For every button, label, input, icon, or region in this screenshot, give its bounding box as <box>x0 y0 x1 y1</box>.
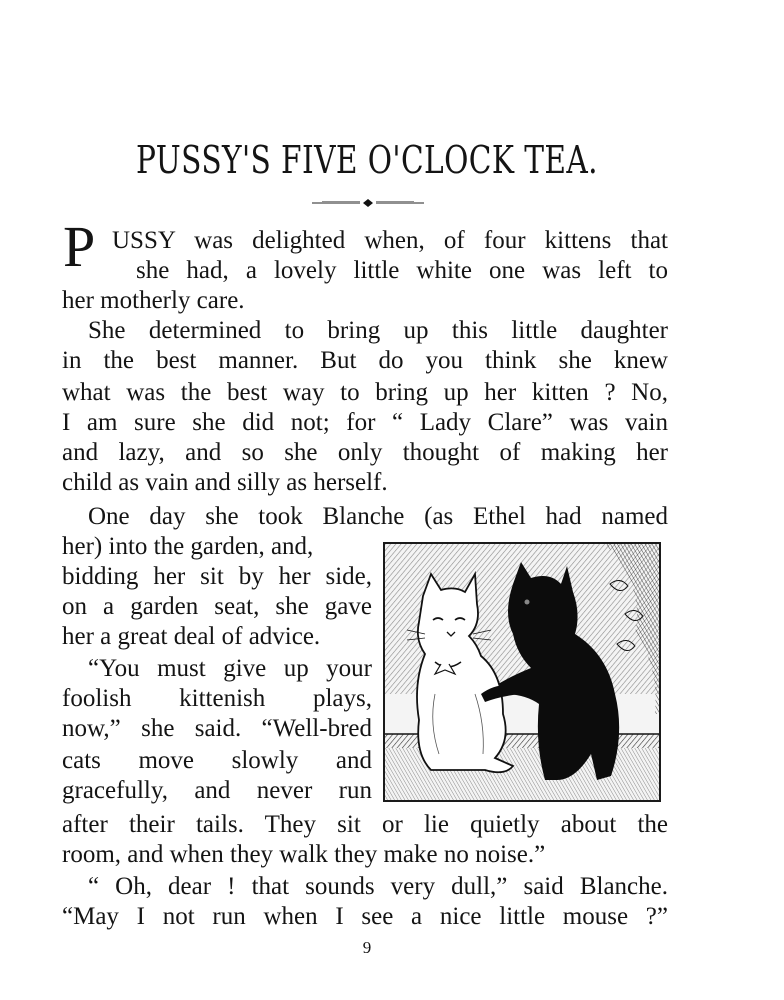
text-line: cats move slowly and <box>62 747 372 774</box>
cats-engraving-illustration <box>383 542 661 802</box>
text-line: and lazy, and so she only thought of making her <box>62 439 668 466</box>
text-line: bidding her sit by her side, <box>62 563 372 590</box>
drop-cap: P <box>63 214 96 279</box>
text-line: her motherly care. <box>62 287 245 314</box>
text-line: She determined to bring up this little daughter <box>88 317 668 344</box>
text-line: her) into the garden, and, <box>62 533 314 560</box>
text-line: what was the best way to bring up her kitten ? No, <box>62 379 668 406</box>
text-line: USSY was delighted when, of four kittens that <box>112 227 668 254</box>
text-line: room, and when they walk they make no noise.” <box>62 841 546 868</box>
text-line: now,” she said. “Well-bred <box>62 715 372 742</box>
text-line: “You must give up your <box>88 655 372 682</box>
text-line: foolish kittenish plays, <box>62 685 372 712</box>
text-line: “May I not run when I see a nice little mouse ?” <box>62 903 668 930</box>
title-divider-ornament <box>312 197 424 209</box>
text-line: in the best manner. But do you think she knew <box>62 347 668 374</box>
text-line: she had, a lovely little white one was left to <box>136 257 668 284</box>
text-line: her a great deal of advice. <box>62 623 321 650</box>
text-line: I am sure she did not; for “ Lady Clare” was vain <box>62 409 668 436</box>
page-title: PUSSY'S FIVE O'CLOCK TEA. <box>135 138 599 182</box>
text-line: after their tails. They sit or lie quietly about the <box>62 811 668 838</box>
text-line: gracefully, and never run <box>62 777 372 804</box>
page-number: 9 <box>362 938 372 957</box>
text-line: One day she took Blanche (as Ethel had named <box>88 503 668 530</box>
text-line: child as vain and silly as herself. <box>62 469 388 496</box>
text-line: on a garden seat, she gave <box>62 593 372 620</box>
text-line: “ Oh, dear ! that sounds very dull,” said Blanche. <box>88 873 668 900</box>
